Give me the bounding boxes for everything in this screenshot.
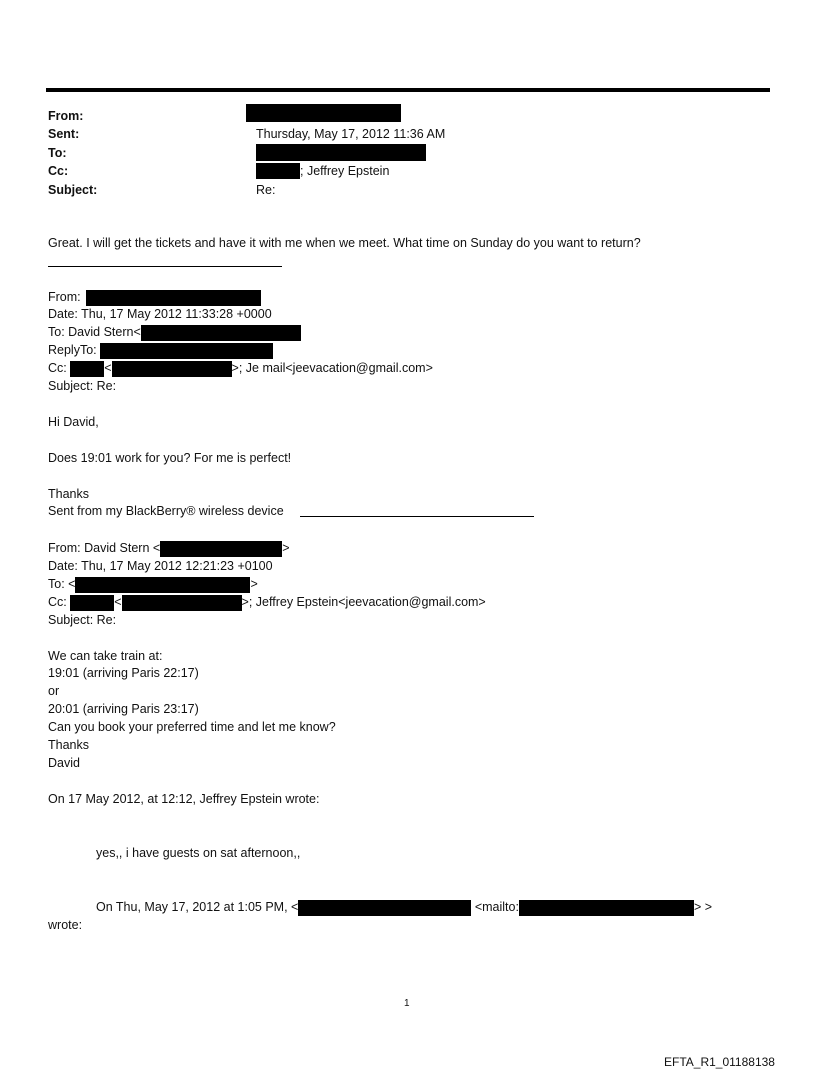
msg3-line: We can take train at: [48, 649, 163, 663]
msg3-to-gt: > [250, 577, 258, 591]
sent-label: Sent: [48, 127, 80, 141]
msg3-to-text: To: < [48, 577, 76, 591]
msg3-line: Can you book your preferred time and let me know? [48, 720, 336, 734]
cc-value: ; Jeffrey Epstein [300, 164, 390, 178]
quote-mailto: <mailto: [474, 900, 519, 914]
msg3-to [48, 576, 258, 593]
quote-on-line [96, 899, 712, 916]
redaction-box [86, 290, 261, 306]
quote-close: > > [693, 900, 713, 914]
msg3-line: or [48, 684, 60, 698]
msg3-cc-lt: < [114, 595, 122, 609]
msg3-from [48, 540, 290, 557]
redaction-box [256, 144, 426, 161]
redaction-box [246, 104, 401, 122]
separator-line [300, 516, 534, 517]
msg2-replyto-label: ReplyTo: [48, 343, 97, 357]
quote-wrote: wrote: [48, 918, 83, 932]
msg2-thanks: Thanks [48, 487, 89, 501]
msg2-cc-tail: >; Je mail<jeevacation@gmail.com> [231, 361, 433, 375]
msg3-cc-tail: >; Jeffrey Epstein<jeevacation@gmail.com> [241, 595, 486, 609]
msg2-from-label: From: [48, 290, 81, 304]
redaction-box [298, 900, 471, 916]
msg2-cc-lt: < [104, 361, 112, 375]
redaction-box [519, 900, 694, 916]
msg2-date: Date: Thu, 17 May 2012 11:33:28 +0000 [48, 307, 272, 321]
msg2-question: Does 19:01 work for you? For me is perfect! [48, 451, 292, 465]
redaction-box [70, 595, 114, 611]
msg2-to-text: To: David Stern< [48, 325, 141, 339]
page-number: 1 [404, 998, 410, 1009]
sent-value: Thursday, May 17, 2012 11:36 AM [256, 127, 446, 141]
document-id: EFTA_R1_01188138 [664, 1055, 775, 1069]
quote-intro: On 17 May 2012, at 12:12, Jeffrey Epstein wrote: [48, 792, 320, 806]
redaction-box [75, 577, 250, 593]
body-text: Great. I will get the tickets and have it with me when we meet. What time on Sunday do you want to return? [48, 236, 641, 250]
msg3-cc-label: Cc: [48, 595, 67, 609]
msg2-signature: Sent from my BlackBerry® wireless device [48, 504, 284, 518]
redaction-box [122, 595, 242, 611]
msg2-from [48, 289, 261, 306]
cc-label: Cc: [48, 164, 69, 178]
redaction-box [141, 325, 301, 341]
from-label: From: [48, 109, 84, 123]
subject-value: Re: [256, 183, 276, 197]
msg2-cc-label: Cc: [48, 361, 67, 375]
redaction-box [160, 541, 282, 557]
msg3-date: Date: Thu, 17 May 2012 12:21:23 +0100 [48, 559, 273, 573]
header-rule [46, 88, 770, 92]
msg2-subject: Subject: Re: [48, 379, 117, 393]
msg3-line: David [48, 756, 80, 770]
quote-on-text: On Thu, May 17, 2012 at 1:05 PM, < [96, 900, 299, 914]
msg3-from-gt: > [282, 541, 290, 555]
redaction-box [100, 343, 273, 359]
separator-line [48, 266, 282, 267]
to-label: To: [48, 146, 67, 160]
subject-label: Subject: [48, 183, 98, 197]
quote-reply: yes,, i have guests on sat afternoon,, [96, 846, 301, 860]
msg3-line: 20:01 (arriving Paris 23:17) [48, 702, 199, 716]
msg3-from-text: From: David Stern < [48, 541, 161, 555]
msg3-line: 19:01 (arriving Paris 22:17) [48, 666, 199, 680]
msg2-to [48, 324, 301, 341]
msg3-subject: Subject: Re: [48, 613, 117, 627]
msg2-greeting: Hi David, [48, 415, 99, 429]
msg2-cc [48, 360, 433, 377]
msg2-replyto [48, 342, 273, 359]
redaction-box [256, 163, 300, 179]
msg3-line: Thanks [48, 738, 89, 752]
redaction-box [112, 361, 232, 377]
redaction-box [70, 361, 104, 377]
msg3-cc [48, 594, 486, 611]
